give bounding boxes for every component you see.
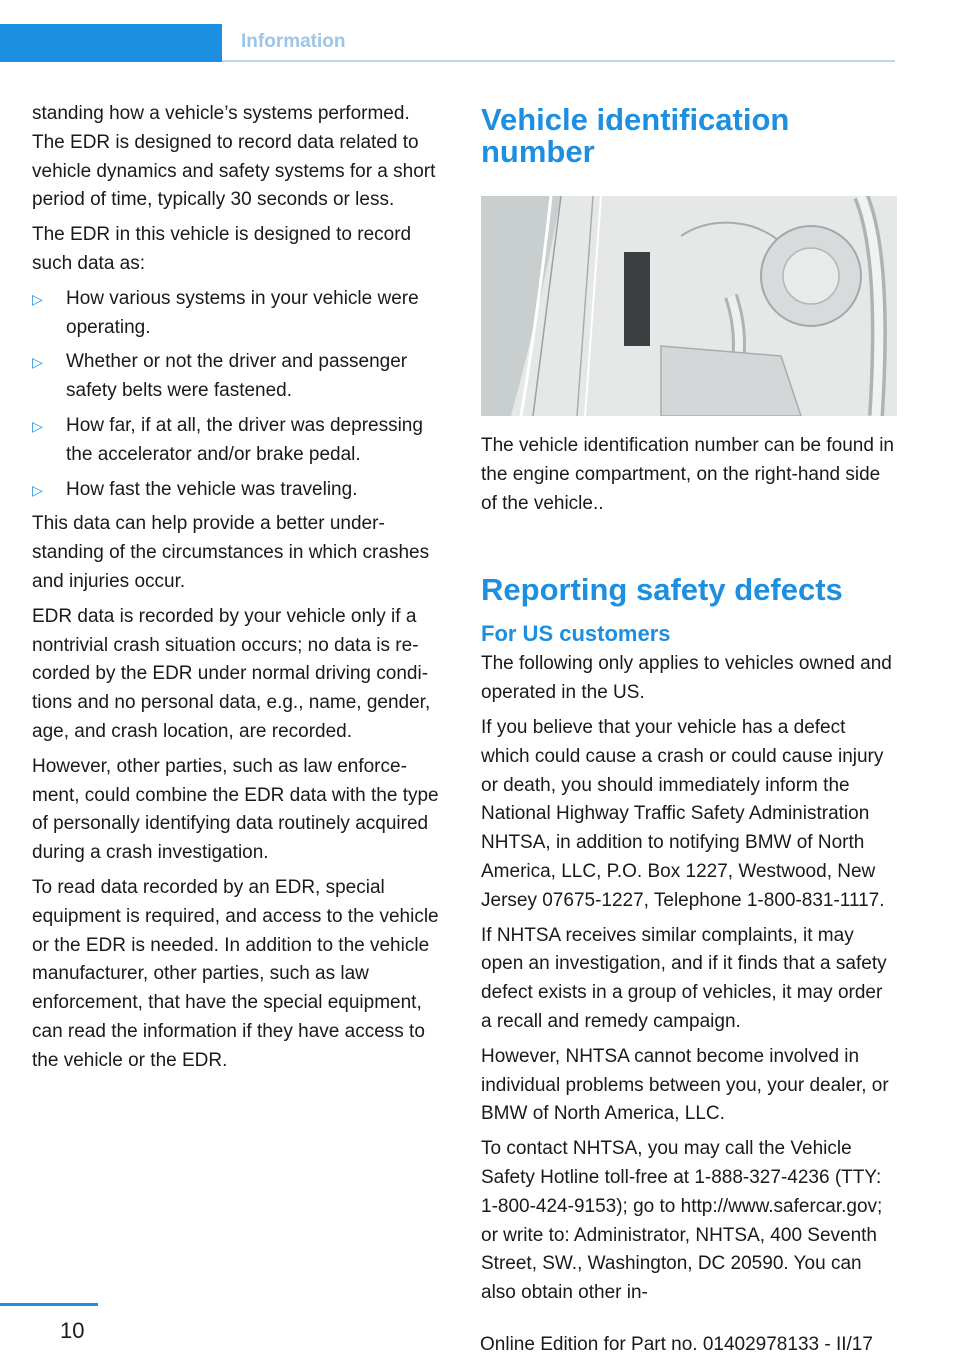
- paragraph: If NHTSA receives similar complaints, it may open an investigation, and if it finds that a safety defect exists in a group of vehicles, it may order a recall and remedy campaign.: [481, 924, 887, 1032]
- triangle-bullet-icon: ▷: [32, 481, 43, 498]
- footer-rule: [0, 1303, 98, 1306]
- triangle-bullet-icon: ▷: [32, 417, 43, 434]
- list-item: ▷ How various systems in your vehicle were operating.: [32, 285, 444, 343]
- edition-note: Online Edition for Part no. 01402978133 - II/17: [480, 1334, 873, 1355]
- paragraph: This data can help provide a better understanding of the circumstances in which crashes and injuries occur.: [32, 513, 430, 592]
- header-rule: [222, 60, 895, 62]
- engine-compartment-illustration: [481, 196, 897, 416]
- right-column: [481, 100, 897, 1314]
- list-item: ▷ How far, if at all, the driver was depressing the accelerator and/or brake pedal.: [32, 412, 444, 470]
- header-bar: [0, 24, 222, 62]
- paragraph: The following only applies to vehicles owned and operated in the US.: [481, 653, 892, 704]
- paragraph: To contact NHTSA, you may call the Vehicle Safety Hotline toll-free at 1-888-327-4236 (TTY: 1-800-424-9153); go to http://www.safercar.gov; or write to: Administrator, NHTSA, 400 Seventh Street, SW., Washington, DC 20590. You can also obtain other in-: [481, 1138, 883, 1304]
- list-item: ▷ Whether or not the driver and passenger safety belts were fastened.: [32, 348, 444, 406]
- paragraph: If you believe that your vehicle has a defect which could cause a crash or could cause injury or death, you should immediately inform the National Highway Traffic Safety Administration NHTSA, in addition to notifying BMW of North America, LLC, P.O. Box 1227, Westwood, New Jersey 07675-1227, Telephone 1-800-831-1117.: [481, 716, 885, 911]
- paragraph: However, other parties, such as law enforcement, could combine the EDR data with the type of personally identifying data routinely acquired during a crash investigation.: [32, 755, 439, 864]
- list-item: ▷ How fast the vehicle was traveling.: [32, 476, 444, 505]
- triangle-bullet-icon: ▷: [32, 290, 43, 307]
- reporting-heading: Reporting safety defects: [481, 572, 843, 608]
- triangle-bullet-icon: ▷: [32, 354, 43, 371]
- page-number: 10: [60, 1318, 85, 1343]
- section-title: Information: [241, 31, 346, 52]
- paragraph: The EDR in this vehicle is designed to record such data as:: [32, 224, 412, 274]
- left-column: [32, 100, 444, 1082]
- paragraph: The vehicle identification number can be found in the engine compartment, on the right-hand side of the vehicle..: [481, 435, 894, 514]
- paragraph: standing how a vehicle’s systems performed. The EDR is designed to record data related to vehicle dynamics and safety systems for a short period of time, typically 30 seconds or less.: [32, 103, 436, 211]
- vin-heading: Vehicle identification number: [481, 102, 790, 169]
- paragraph: EDR data is recorded by your vehicle only if a nontrivial crash situation occurs; no data is recorded by the EDR under normal driving conditions and no personal data, e.g., name, gender, age, and crash location, are recorded.: [32, 605, 431, 742]
- paragraph: However, NHTSA cannot become involved in individual problems between you, your dealer, or BMW of North America, LLC.: [481, 1045, 889, 1125]
- us-customers-heading: For US customers: [481, 621, 671, 647]
- paragraph: To read data recorded by an EDR, special equipment is required, and access to the vehicle or the EDR is needed. In addition to the vehicle manufacturer, other parties, such as law enforcement, that have the special equipment, can read the information if they have access to the vehicle or the EDR.: [32, 876, 439, 1071]
- bullet-list: [32, 285, 444, 505]
